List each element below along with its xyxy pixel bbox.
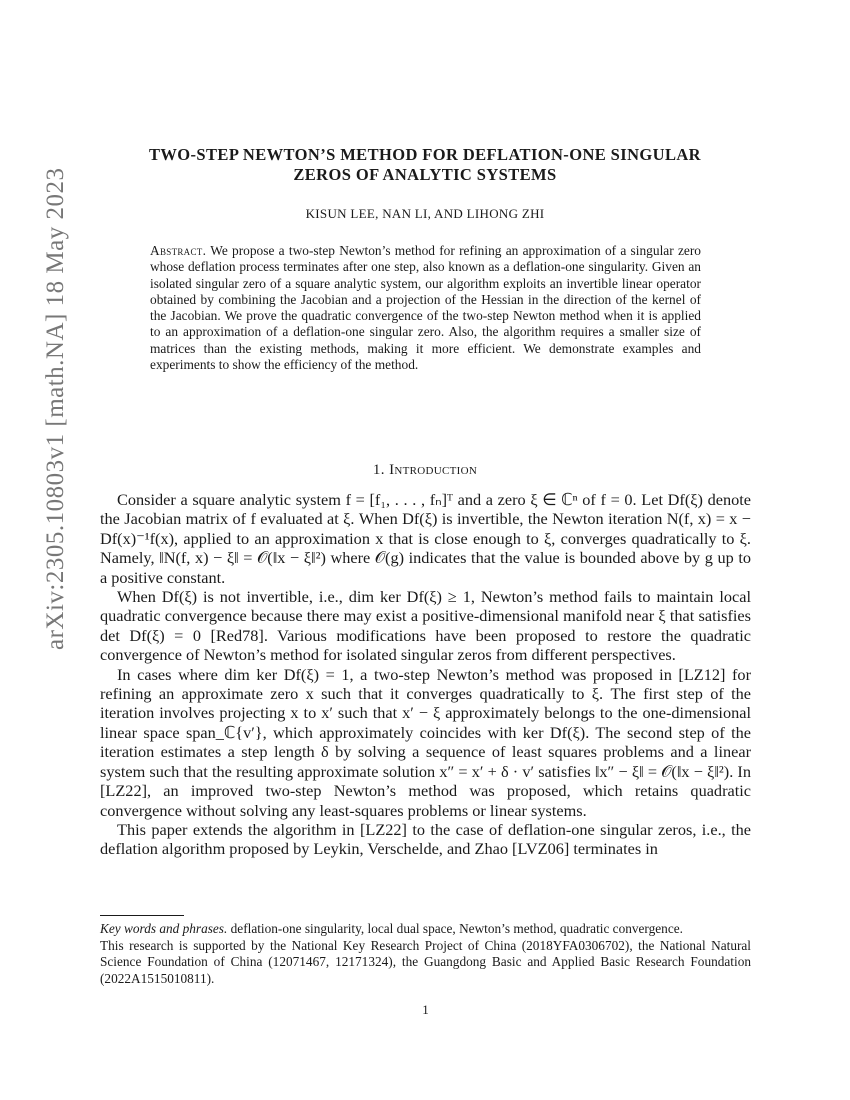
arxiv-identifier-stamp: arXiv:2305.10803v1 [math.NA] 18 May 2023 bbox=[42, 167, 69, 650]
paragraph: In cases where dim ker Df(ξ) = 1, a two-step Newton’s method was proposed in [LZ12] for refining an approximate zero x such that it converges quadratically to ξ. The first step of the iteration involves projecting x to x′ such that x′ − ξ approximately belongs to the one-dimensional linear space span_ℂ{v′}, which approximately coincides with ker Df(ξ). The second step of the iteration estimates a step length δ by solving a sequence of least squares problems and a linear system such that the resulting approximate solution x″ = x′ + δ · v′ satisfies ‖x″ − ξ‖ = 𝒪(‖x − ξ‖²). In [LZ22], an improved two-step Newton’s method was proposed, which retains quadratic convergence without solving any least-squares problems or linear systems. bbox=[100, 664, 751, 820]
paper-title-line-2: ZEROS OF ANALYTIC SYSTEMS bbox=[293, 165, 557, 184]
keywords-label: Key words and phrases. bbox=[100, 921, 228, 936]
section-heading-introduction bbox=[100, 462, 750, 479]
footnote-divider bbox=[100, 915, 184, 916]
section-number: 1. bbox=[372, 462, 385, 478]
author-list: KISUN LEE, NAN LI, AND LIHONG ZHI bbox=[305, 206, 545, 221]
abstract-text: We propose a two-step Newton’s method for refining an approximation of a singular zero whose deflation process terminates after one step, also known as a deflation-one singularity. Given an isolated singular zero of a square analytic system, our algorithm exploits an invertible linear operator obtained by combining the Jacobian and a projection of the Hessian in the direction of the kernel of the Jacobian. We prove the quadratic convergence of the two-step Newton method when it is applied to an approximation of a deflation-one singular zero. Also, the algorithm requires a smaller size of matrices than the existing methods, making it more efficient. We demonstrate examples and experiments to show the efficiency of the method. bbox=[150, 243, 701, 373]
page-number: 1 bbox=[422, 1002, 429, 1017]
footnote-keywords bbox=[100, 921, 751, 938]
introduction-body bbox=[100, 490, 751, 859]
footnote-funding: This research is supported by the National Key Research Project of China (2018YFA0306702), the National Natural Science Foundation of China (12071467, 12171324), the Guangdong Basic and Applied Basic Research Foundation (2022A1515010811). bbox=[100, 937, 751, 986]
keywords-text: deflation-one singularity, local dual space, Newton’s method, quadratic convergence. bbox=[230, 921, 683, 936]
abstract bbox=[150, 243, 701, 373]
section-title: Introduction bbox=[389, 462, 478, 478]
footnote bbox=[100, 921, 751, 987]
abstract-label: Abstract. bbox=[150, 243, 207, 258]
paragraph: Consider a square analytic system f = [f₁, . . . , fₙ]ᵀ and a zero ξ ∈ ℂⁿ of f = 0. Let Df(ξ) denote the Jacobian matrix of f evaluated at ξ. When Df(ξ) is invertible, the Newton iteration N(f, x) = x − Df(x)⁻¹f(x), applied to an approximation x that is close enough to ξ, converges quadratically to ξ. Namely, ‖N(f, x) − ξ‖ = 𝒪(‖x − ξ‖²) where 𝒪(g) indicates that the value is bounded above by g up to a positive constant. bbox=[100, 490, 751, 587]
paper-title bbox=[100, 145, 750, 185]
paragraph: When Df(ξ) is not invertible, i.e., dim ker Df(ξ) ≥ 1, Newton’s method fails to maintain local quadratic convergence because there may exist a positive-dimensional manifold near ξ that satisfies det Df(ξ) = 0 [Red78]. Various modifications have been proposed to restore the quadratic convergence of Newton’s method for isolated singular zeros from different perspectives. bbox=[100, 587, 751, 665]
paragraph: This paper extends the algorithm in [LZ22] to the case of deflation-one singular zeros, i.e., the deflation algorithm proposed by Leykin, Verschelde, and Zhao [LVZ06] terminates in bbox=[100, 819, 751, 859]
paper-title-line-1: TWO-STEP NEWTON’S METHOD FOR DEFLATION-ONE SINGULAR bbox=[149, 145, 701, 164]
